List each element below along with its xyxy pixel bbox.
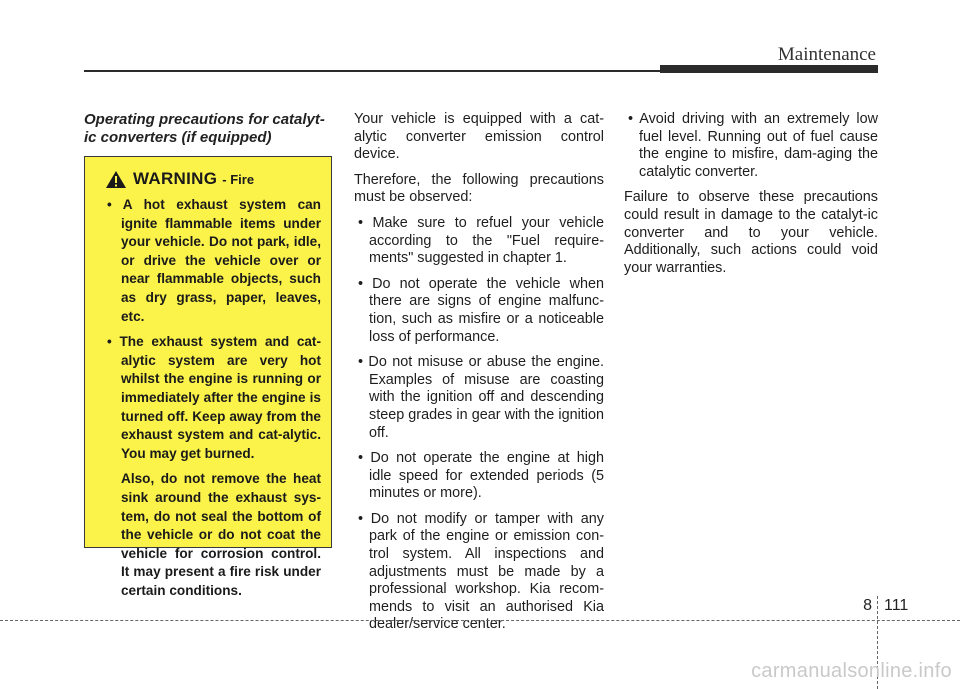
warning-note: Also, do not remove the heat sink around the exhaust sys-tem, do not seal the bottom of the vehicle or do not coat the vehicle for corrosion control. It may present a fire risk under certain conditions. (121, 471, 321, 598)
list-item: • Do not operate the vehicle when there are signs of engine malfunc-tion, such as misfire or a noticeable loss of performance. (358, 275, 604, 345)
right-column (624, 111, 878, 285)
warning-triangle-icon (105, 170, 127, 189)
header-rule-thick (660, 65, 878, 73)
warning-box (84, 156, 332, 598)
warning-subtitle: - Fire (222, 171, 255, 187)
watermark: carmanualsonline.info (751, 660, 952, 682)
intro-paragraph: Your vehicle is equipped with a cat-alytic converter emission control device. (354, 111, 604, 163)
list-item: • Do not operate the engine at high idle speed for extended periods (5 minutes or more). (358, 450, 604, 502)
warning-word: WARNING (133, 169, 218, 188)
list-item: • Make sure to refuel your vehicle according to the "Fuel require-ments" suggested in chapter 1. (358, 214, 604, 267)
header-section-title: Maintenance (777, 44, 876, 65)
footer-rule (0, 620, 960, 621)
precautions-paragraph: Therefore, the following precautions must be observed: (354, 171, 604, 206)
warning-header (105, 169, 321, 189)
header-rule-thin (84, 70, 660, 72)
chapter-number: 8 (863, 597, 872, 614)
section-heading: Operating precautions for catalyt-ic converters (if equipped) (84, 111, 325, 146)
warning-item: • The exhaust system and cat-alytic system are very hot whilst the engine is running or immediately after the engine is turned off. Keep away from the exhaust system and cat-alytic. You may get burned. (107, 334, 321, 461)
warning-item: • A hot exhaust system can ignite flammable items under your vehicle. Do not park, idle, or drive the vehicle over or near flammable objects, such as dry grass, paper, leaves, etc. (107, 197, 321, 324)
list-item: • Do not misuse or abuse the engine. Examples of misuse are coasting with the ignition off and descending steep grades in gear with the ignition off. (358, 354, 604, 441)
page-number: 111 (884, 597, 909, 614)
middle-column (354, 111, 604, 642)
list-item: • Do not modify or tamper with any park of the engine or emission con-trol system. All inspections and adjustments must be made by a professional workshop. Kia recom-mends to visit an authorised Kia dealer/service center. (358, 510, 604, 633)
closing-paragraph: Failure to observe these precautions could result in damage to the catalyt-ic converter and to your vehicle. Additionally, such actions could void your warranties. (624, 189, 878, 276)
list-item: • Avoid driving with an extremely low fuel level. Running out of fuel cause the engine to misfire, dam-aging the catalytic converter. (628, 111, 878, 180)
